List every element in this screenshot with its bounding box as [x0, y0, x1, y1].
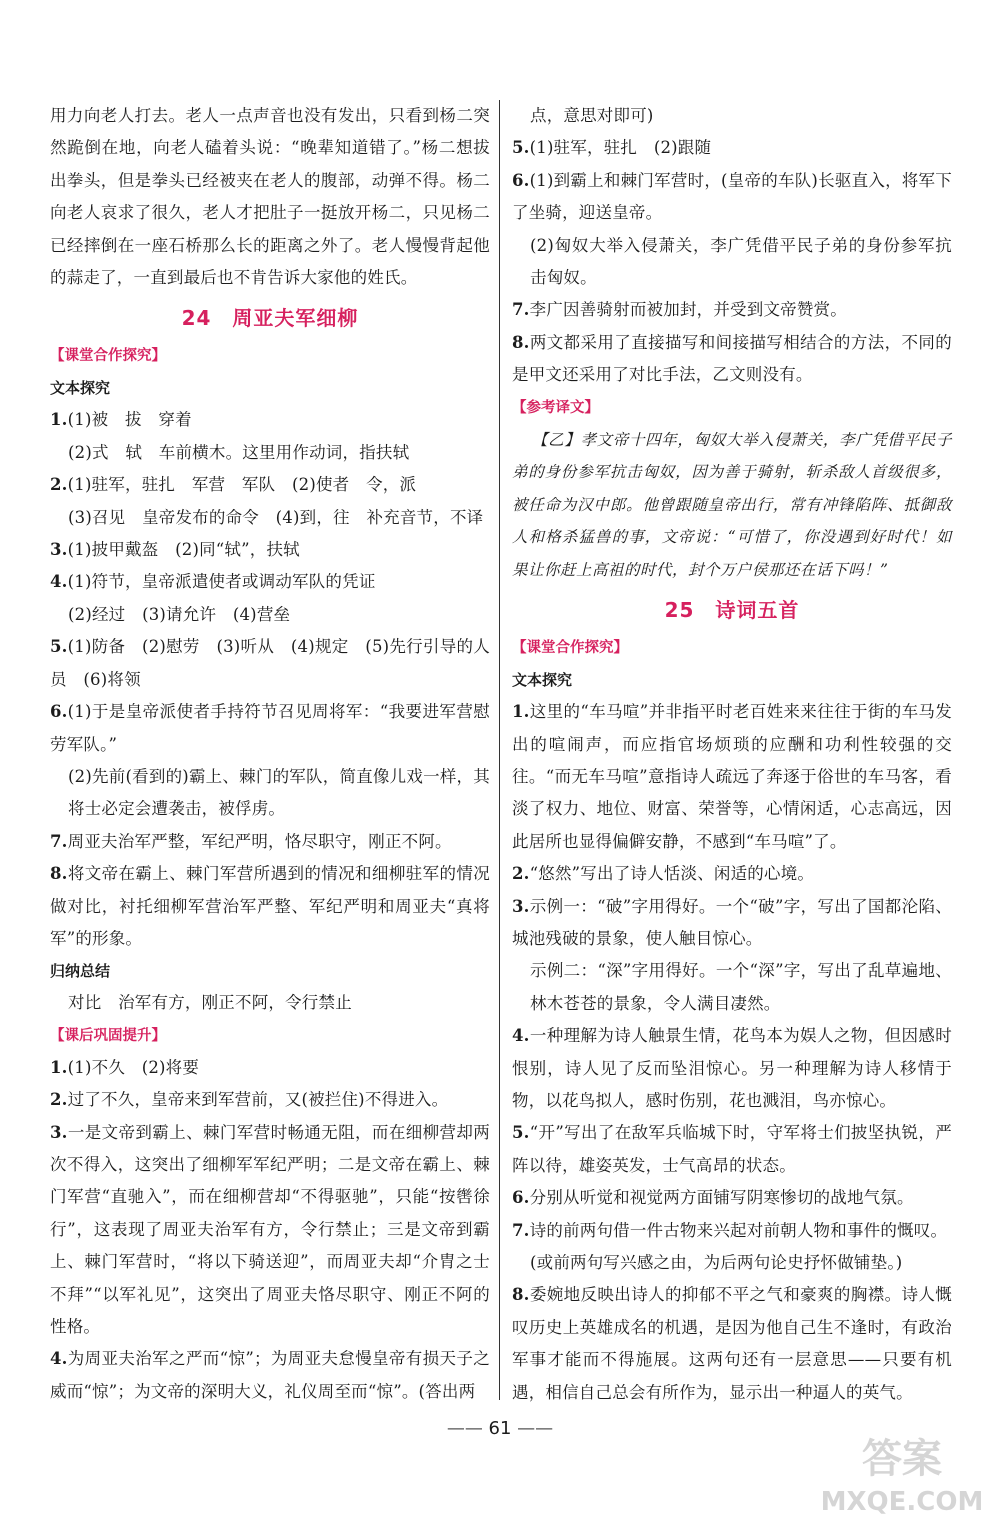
- answer-text: 这里的“车马喧”并非指平时老百姓来来往往于街的车马发出的喧闹声，而应指官场烦琐的应酬和功利性较强的交往。“而无车马喧”意指诗人疏远了奔逐于俗世的车马客，看淡了权力、地位、财富、荣誉等，心情闲适，心志高远，因此居所也显得偏僻安静，不感到“车马喧”了。: [512, 702, 952, 851]
- watermark-bottom: MXQE.COM: [820, 1487, 984, 1517]
- answer-text: 点，意思对即可): [530, 106, 654, 125]
- subsection-heading: 文本探究: [512, 671, 573, 690]
- lesson-title: 25 诗词五首: [664, 598, 800, 623]
- answer-number: 3.: [50, 1122, 68, 1142]
- section-tag: 【课堂合作探究】: [512, 640, 628, 657]
- answer-text: (1)披甲戴盔 (2)同“轼”，扶轼: [67, 540, 300, 560]
- answer-item: [50, 566, 490, 598]
- answer-item: [50, 1117, 490, 1344]
- answer-text: (2)匈奴大举入侵萧关，李广凭借平民子弟的身份参军抗击匈奴。: [530, 235, 952, 288]
- answer-item: [50, 469, 490, 501]
- answer-item: [50, 437, 490, 469]
- answer-item: [50, 502, 490, 534]
- answer-number: 3.: [50, 540, 68, 560]
- answer-number: 7.: [512, 1220, 530, 1240]
- answer-item: [50, 696, 490, 761]
- watermark-top: 答案: [862, 1436, 942, 1482]
- answer-number: 2.: [512, 864, 530, 884]
- answer-text: 过了不久，皇帝来到军营前，又(被拦住)不得进入。: [67, 1090, 449, 1110]
- answer-text: 示例二：“深”字用得好。一个“深”字，写出了乱草遍地、林木苍苍的景象，令人满目凄然。: [530, 961, 952, 1013]
- answer-text: 周亚夫治军严整，军纪严明，恪尽职守，刚正不阿。: [67, 831, 452, 851]
- answer-item: [512, 165, 952, 230]
- page-number: —— 61 ——: [446, 1418, 554, 1439]
- answer-text: (1)符节，皇帝派遣使者或调动军队的凭证: [67, 572, 376, 592]
- answer-number: 3.: [512, 896, 530, 916]
- answer-item: [512, 696, 952, 858]
- answer-number: 2.: [50, 1090, 68, 1110]
- answer-item: [512, 100, 952, 132]
- answer-item: [512, 1020, 952, 1117]
- answer-text: (或前两句写兴感之由，为后两句论史抒怀做铺垫。): [530, 1253, 903, 1273]
- answer-text: (2)先前(看到的)霸上、棘门的军队，简直像儿戏一样，其将士必定会遭袭击，被俘虏。: [68, 766, 490, 819]
- subsection-heading: 归纳总结: [50, 962, 111, 981]
- answer-text: 委婉地反映出诗人的抑郁不平之气和豪爽的胸襟。诗人慨叹历史上英雄成名的机遇，是因为他自己生不逢时，有政治军事才能而不得施展。这两句还有一层意思——只要有机遇，相信自己总会有所作为，显示出一种逼人的英气。: [512, 1285, 952, 1402]
- watermark-logo: [812, 1430, 992, 1520]
- answer-item: [512, 327, 952, 392]
- answer-number: 1.: [50, 1057, 68, 1077]
- answer-item: [50, 534, 490, 566]
- answer-number: 4.: [50, 1349, 68, 1369]
- answer-text: “悠然”写出了诗人恬淡、闲适的心境。: [529, 864, 815, 884]
- answer-item: [512, 1279, 952, 1409]
- answer-item: [512, 1117, 952, 1182]
- answer-item: [50, 1343, 490, 1408]
- answer-item: [512, 891, 952, 956]
- answer-number: 6.: [50, 702, 68, 722]
- answer-text: 分别从听觉和视觉两方面铺写阴寒惨切的战地气氛。: [529, 1188, 914, 1208]
- answer-text: (1)驻军，驻扎 军营 军队 (2)使者 令，派: [67, 475, 417, 495]
- answer-text: 两文都采用了直接描写和间接描写相结合的方法，不同的是甲文还采用了对比手法，乙文则没有。: [512, 332, 952, 385]
- answer-text: (3)召见 皇帝发布的命令 (4)到，往 补充音节，不译: [68, 507, 484, 527]
- answer-item: [512, 1215, 952, 1247]
- answer-item: [50, 404, 490, 436]
- answer-number: 1.: [50, 410, 68, 430]
- answer-number: 5.: [50, 637, 68, 657]
- right-column: [512, 100, 952, 1409]
- section-tag: 【课堂合作探究】: [50, 348, 166, 365]
- answer-number: 6.: [512, 170, 530, 190]
- answer-text: 诗的前两句借一件古物来兴起对前朝人物和事件的慨叹。: [529, 1220, 948, 1240]
- answer-text: (1)被 拔 穿着: [67, 410, 192, 430]
- answer-text: 为周亚夫治军之严而“惊”；为周亚夫怠慢皇帝有损天子之威而“惊”；为文帝的深明大义，礼仪周至而“惊”。(答出两: [50, 1349, 490, 1401]
- answer-item: [50, 826, 490, 858]
- answer-text: 将文帝在霸上、棘门军营所遇到的情况和细柳驻军的情况做对比，衬托细柳军营治军严整、军纪严明和周亚夫“真将军”的形象。: [50, 864, 490, 948]
- answer-number: 4.: [512, 1026, 530, 1046]
- answer-number: 4.: [50, 572, 68, 592]
- subsection-heading: 文本探究: [50, 379, 111, 398]
- answer-item: [512, 230, 952, 295]
- answer-text: “开”写出了在敌军兵临城下时，守军将士们披坚执锐，严阵以待，雄姿英发，士气高昂的状态。: [512, 1123, 952, 1175]
- answer-text: (2)经过 (3)请允许 (4)营垒: [68, 604, 291, 624]
- section-tag: 【课后巩固提升】: [50, 1027, 166, 1044]
- answer-item: [512, 955, 952, 1020]
- summary-text: 对比 治军有方，刚正不阿，令行禁止: [68, 993, 352, 1013]
- answer-number: 8.: [512, 1285, 530, 1305]
- page-number-value: 61: [488, 1418, 512, 1439]
- answer-item: [512, 294, 952, 326]
- answer-number: 2.: [50, 475, 68, 495]
- answer-number: 8.: [50, 864, 68, 884]
- translation-paragraph: 【乙】孝文帝十四年，匈奴大举入侵萧关，李广凭借平民子弟的身份参军抗击匈奴，因为善于骑射，斩杀敌人首级很多，被任命为汉中郎。他曾跟随皇帝出行，常有冲锋陷阵、抵御敌人和格杀猛兽的事，文帝说：“可惜了，你没遇到好时代！如果让你赶上高祖的时代，封个万户侯那还在话下吗！”: [512, 430, 952, 579]
- answer-item: [50, 761, 490, 826]
- answer-number: 7.: [50, 831, 68, 851]
- answer-text: (1)于是皇帝派使者手持符节召见周将军：“我要进军营慰劳军队。”: [50, 702, 490, 754]
- answer-item: [50, 1052, 490, 1084]
- answer-item: [512, 132, 952, 164]
- answer-item: [50, 631, 490, 696]
- answer-item: [50, 858, 490, 955]
- answer-number: 6.: [512, 1188, 530, 1208]
- answer-text: 一种理解为诗人触景生情，花鸟本为娱人之物，但因感时恨别，诗人见了反而坠泪惊心。另一种理解为诗人移情于物，以花鸟拟人，感时伤别，花也溅泪，鸟亦惊心。: [512, 1026, 952, 1111]
- answer-text: (2)式 轼 车前横木。这里用作动词，指扶轼: [68, 442, 410, 462]
- answer-text: (1)到霸上和棘门军营时，(皇帝的车队)长驱直入，将军下了坐骑，迎送皇帝。: [512, 170, 952, 223]
- answer-item: [512, 858, 952, 890]
- answer-text: (1)不久 (2)将要: [67, 1057, 200, 1077]
- answer-number: 5.: [512, 1123, 530, 1143]
- answer-number: 8.: [512, 332, 530, 352]
- answer-text: (1)防备 (2)慰劳 (3)听从 (4)规定 (5)先行引导的人员 (6)将领: [50, 637, 490, 689]
- section-tag: 【参考译文】: [512, 399, 599, 416]
- column-divider: [499, 100, 500, 1400]
- answer-text: 一是文帝到霸上、棘门军营时畅通无阻，而在细柳营却两次不得入，这突出了细柳军军纪严明；二是文帝在霸上、棘门军营“直驰入”，而在细柳营却“不得驱驰”，只能“按辔徐行”，这表现了周亚夫治军有方，令行禁止；三是文帝到霸上、棘门军营时，“将以下骑送迎”，而周亚夫却“介胄之士不拜”“以军礼见”，这突出了周亚夫恪尽职守、刚正不阿的性格。: [50, 1122, 490, 1336]
- answer-number: 7.: [512, 300, 530, 320]
- answer-item: [50, 599, 490, 631]
- answer-text: (1)驻军，驻扎 (2)跟随: [529, 138, 712, 158]
- answer-number: 5.: [512, 138, 530, 158]
- answer-number: 1.: [512, 702, 530, 722]
- left-column: [50, 100, 490, 1408]
- answer-item: [50, 1084, 490, 1116]
- lesson-title: 24 周亚夫军细柳: [181, 306, 359, 331]
- answer-text: 示例一：“破”字用得好。一个“破”字，写出了国都沦陷、城池残破的景象，使人触目惊心。: [512, 896, 952, 948]
- answer-item: [512, 1182, 952, 1214]
- answer-text: 李广因善骑射而被加封，并受到文帝赞赏。: [529, 300, 847, 320]
- story-paragraph: 用力向老人打去。老人一点声音也没有发出，只看到杨二突然跪倒在地，向老人磕着头说：“晚辈知道错了。”杨二想拔出拳头，但是拳头已经被夹在老人的腹部，动弹不得。杨二向老人哀求了很久，老人才把肚子一挺放开杨二，只见杨二已经摔倒在一座石桥那么长的距离之外了。老人慢慢背起他的蒜走了，一直到最后也不肯告诉大家他的姓氏。: [50, 106, 490, 288]
- answer-item: [512, 1247, 952, 1279]
